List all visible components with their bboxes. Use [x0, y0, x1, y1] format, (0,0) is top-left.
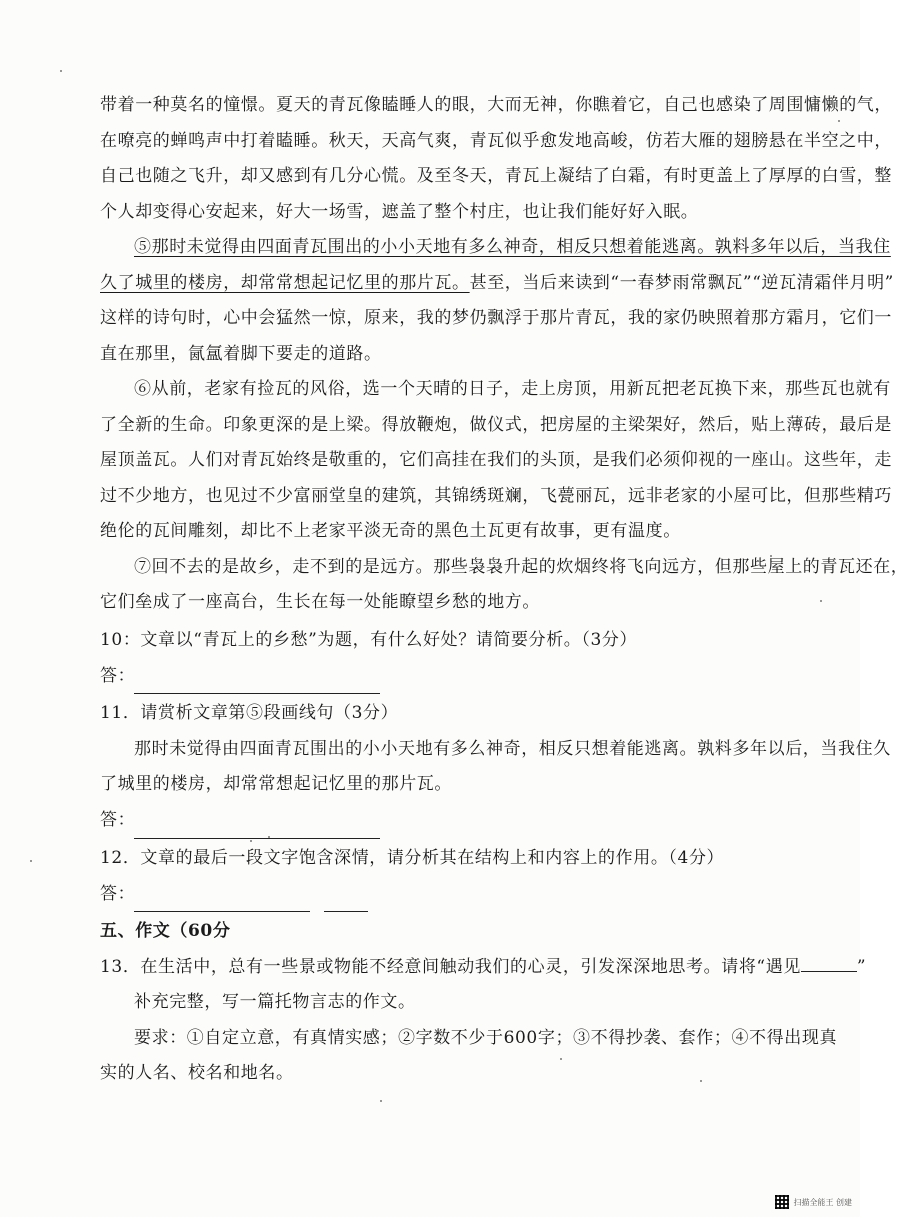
qr-code-icon — [775, 1195, 789, 1209]
passage-line: 了全新的生命。印象更深的是上梁。得放鞭炮，做仪式，把房屋的主梁架好，然后，贴上薄砖，最后是 — [100, 414, 892, 435]
passage-line: ⑥从前，老家有捡瓦的风俗，选一个天晴的日子，走上房顶，用新瓦把老瓦换下来，那些瓦也就有 — [134, 379, 891, 399]
passage-line: 屋顶盖瓦。人们对青瓦始终是敬重的，它们高挂在我们的头顶，是我们必须仰视的一座山。这些年，走 — [100, 450, 892, 470]
passage-line: 这样的诗句时，心中会猛然一惊，原来，我的梦仍飘浮于那片青瓦，我的家仍映照着那方霜月，它们一 — [100, 308, 892, 328]
passage-line: 过不少地方，也见过不少富丽堂皇的建筑，其锦绣斑斓，飞甍丽瓦，远非老家的小屋可比，但那些精巧 — [100, 485, 892, 506]
answer-label: 答： — [100, 810, 136, 830]
passage-text: 甚至，当后来读到“一春梦雨常飘瓦”“逆瓦清霜伴月明” — [469, 272, 894, 293]
question-13-text: 13．在生活中，总有一些景或物能不经意间触动我们的心灵，引发深深地思考。请将“遇见 — [100, 956, 801, 977]
question-11: 11．请赏析文章第⑤段画线句（3分） — [100, 703, 399, 723]
answer-12 — [100, 876, 820, 912]
passage-line: 绝伦的瓦间雕刻，却比不上老家平淡无奇的黑色土瓦更有故事，更有温度。 — [100, 521, 681, 541]
answer-11 — [100, 803, 820, 839]
passage-line: ⑦回不去的是故乡，走不到的是远方。那些袅袅升起的炊烟终将飞向远方，但那些屋上的青瓦还在， — [134, 556, 908, 577]
passage-line: 直在那里，氤氲着脚下要走的道路。 — [100, 343, 382, 364]
answer-blank[interactable] — [134, 675, 380, 694]
requirements-line: 要求：①自定立意，有真情实感；②字数不少于600字；③不得抄袭、套作；④不得出现真 — [134, 1027, 838, 1048]
close-quote: ” — [856, 956, 867, 977]
question-11-quote: 那时未觉得由四面青瓦围出的小小天地有多么神奇，相反只想着能逃离。孰料多年以后，当我住久 — [134, 738, 891, 759]
title-blank[interactable] — [801, 957, 857, 972]
underlined-sentence: 久了城里的楼房，却常常想起记忆里的那片瓦。 — [100, 272, 470, 293]
question-10: 10：文章以“青瓦上的乡愁”为题，有什么好处？请简要分析。（3分） — [100, 629, 638, 650]
passage-line: 个人却变得心安起来，好大一场雪，遮盖了整个村庄，也让我们能好好入眠。 — [100, 201, 699, 222]
question-11-quote: 了城里的楼房，却常常想起记忆里的那片瓦。 — [100, 774, 452, 794]
answer-blank[interactable] — [134, 820, 380, 839]
question-12: 12．文章的最后一段文字饱含深情，请分析其在结构上和内容上的作用。（4分） — [100, 847, 725, 868]
answer-10 — [100, 658, 820, 694]
question-13-line-2: 补充完整，写一篇托物言志的作文。 — [134, 992, 416, 1012]
answer-label: 答： — [100, 665, 136, 686]
section-title: 五、作文（60分 — [100, 921, 231, 941]
answer-blank[interactable] — [134, 893, 310, 912]
paragraph-5-line-1 — [100, 230, 891, 266]
scanner-watermark — [775, 1195, 852, 1209]
exam-content — [100, 88, 908, 1092]
watermark-text: 扫描全能王 创建 — [793, 1197, 852, 1207]
passage-line: 自己也随之飞升，却又感到有几分心慌。及至冬天，青瓦上凝结了白霜，有时更盖上了厚厚的白雪，整 — [100, 166, 892, 186]
passage-line: 带着一种莫名的憧憬。夏天的青瓦像瞌睡人的眼，大而无神，你瞧着它，自己也感染了周围慵懒的气， — [100, 95, 892, 115]
passage-line: 在嘹亮的蝉鸣声中打着瞌睡。秋天，天高气爽，青瓦似乎愈发地高峻，仿若大雁的翅膀悬在半空之中， — [100, 130, 892, 151]
answer-label: 答： — [100, 883, 136, 904]
answer-blank[interactable] — [324, 893, 368, 912]
requirements-line: 实的人名、校名和地名。 — [100, 1063, 294, 1083]
paragraph-5-line-2 — [100, 266, 894, 302]
question-13-line-1 — [100, 950, 867, 986]
passage-line: 它们垒成了一座高台，生长在每一处能瞭望乡愁的地方。 — [100, 592, 540, 612]
underlined-sentence: ⑤那时未觉得由四面青瓦围出的小小天地有多么神奇，相反只想着能逃离。孰料多年以后，当我住 — [134, 237, 891, 257]
